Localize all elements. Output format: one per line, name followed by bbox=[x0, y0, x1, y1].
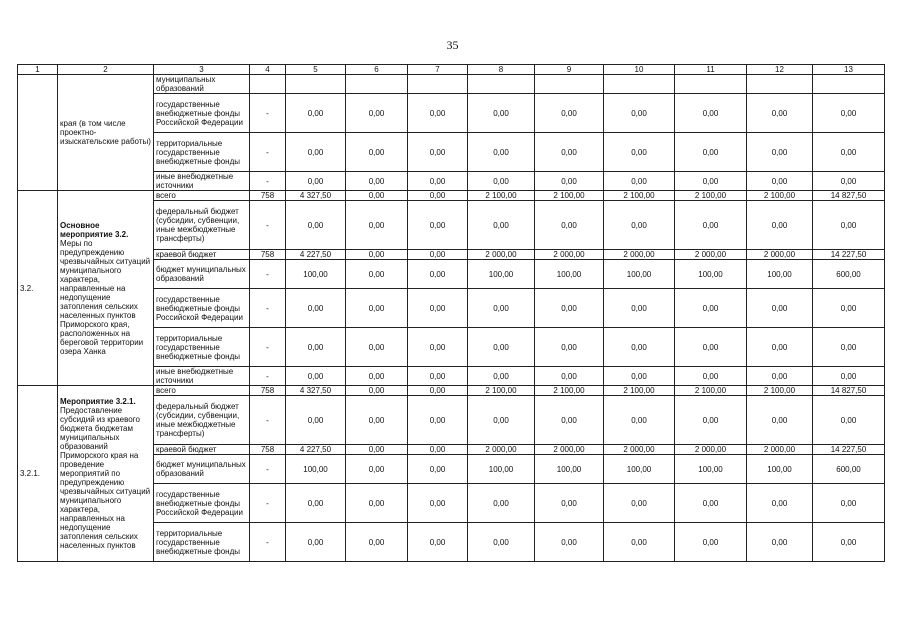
value-cell: 0,00 bbox=[286, 201, 346, 250]
value-cell: 0,00 bbox=[286, 396, 346, 445]
value-cell bbox=[408, 75, 468, 94]
item-number-cell bbox=[18, 75, 58, 191]
value-cell: 0,00 bbox=[813, 523, 885, 562]
value-cell: 758 bbox=[250, 191, 286, 201]
value-cell: 0,00 bbox=[747, 523, 813, 562]
value-cell: - bbox=[250, 133, 286, 172]
item-name-text: края (в том числе проектно-изыскательские работы) bbox=[60, 119, 151, 146]
value-cell: 0,00 bbox=[535, 133, 604, 172]
value-cell: 100,00 bbox=[675, 455, 747, 484]
value-cell: 0,00 bbox=[535, 396, 604, 445]
funding-source-cell: территориальные государственные внебюджетные фонды bbox=[154, 133, 250, 172]
value-cell: 0,00 bbox=[675, 133, 747, 172]
value-cell: - bbox=[250, 172, 286, 191]
value-cell: 0,00 bbox=[675, 523, 747, 562]
value-cell: 758 bbox=[250, 445, 286, 455]
value-cell: 0,00 bbox=[468, 328, 535, 367]
funding-source-cell: муниципальных образований bbox=[154, 75, 250, 94]
funding-source-cell: бюджет муниципальных образований bbox=[154, 260, 250, 289]
value-cell: 100,00 bbox=[604, 260, 675, 289]
value-cell: 14 827,50 bbox=[813, 386, 885, 396]
value-cell: 0,00 bbox=[813, 484, 885, 523]
value-cell: 0,00 bbox=[346, 386, 408, 396]
value-cell: 0,00 bbox=[468, 484, 535, 523]
value-cell: 2 000,00 bbox=[604, 445, 675, 455]
value-cell: 0,00 bbox=[346, 94, 408, 133]
value-cell: 0,00 bbox=[408, 367, 468, 386]
value-cell: 0,00 bbox=[408, 172, 468, 191]
value-cell: 0,00 bbox=[813, 94, 885, 133]
value-cell: 0,00 bbox=[346, 172, 408, 191]
value-cell: 0,00 bbox=[604, 367, 675, 386]
value-cell: 0,00 bbox=[747, 367, 813, 386]
value-cell: 0,00 bbox=[408, 201, 468, 250]
value-cell bbox=[604, 75, 675, 94]
value-cell: 0,00 bbox=[408, 386, 468, 396]
value-cell: 758 bbox=[250, 250, 286, 260]
value-cell: 0,00 bbox=[468, 289, 535, 328]
funding-source-cell: краевой бюджет bbox=[154, 250, 250, 260]
value-cell: 0,00 bbox=[747, 201, 813, 250]
value-cell bbox=[813, 75, 885, 94]
value-cell: 100,00 bbox=[675, 260, 747, 289]
value-cell: 0,00 bbox=[675, 201, 747, 250]
value-cell: 0,00 bbox=[813, 133, 885, 172]
value-cell: 0,00 bbox=[468, 172, 535, 191]
value-cell: 0,00 bbox=[813, 328, 885, 367]
value-cell: 2 100,00 bbox=[675, 191, 747, 201]
value-cell: 2 000,00 bbox=[468, 445, 535, 455]
value-cell: 100,00 bbox=[535, 455, 604, 484]
value-cell: 0,00 bbox=[468, 133, 535, 172]
value-cell: 2 000,00 bbox=[747, 250, 813, 260]
funding-source-cell: всего bbox=[154, 191, 250, 201]
value-cell: 0,00 bbox=[675, 172, 747, 191]
value-cell: 0,00 bbox=[286, 133, 346, 172]
column-header: 6 bbox=[346, 65, 408, 75]
value-cell: 0,00 bbox=[408, 455, 468, 484]
value-cell bbox=[346, 75, 408, 94]
value-cell: 2 100,00 bbox=[747, 191, 813, 201]
value-cell: 0,00 bbox=[747, 328, 813, 367]
table-row bbox=[18, 75, 885, 94]
item-number-cell: 3.2.1. bbox=[18, 386, 58, 562]
value-cell: 0,00 bbox=[675, 367, 747, 386]
value-cell: 100,00 bbox=[747, 260, 813, 289]
value-cell: - bbox=[250, 396, 286, 445]
column-numbers-row bbox=[18, 65, 885, 75]
value-cell: 0,00 bbox=[604, 328, 675, 367]
table-row bbox=[18, 191, 885, 201]
value-cell: 100,00 bbox=[468, 455, 535, 484]
value-cell: 758 bbox=[250, 386, 286, 396]
value-cell: 0,00 bbox=[813, 201, 885, 250]
value-cell: 2 000,00 bbox=[747, 445, 813, 455]
value-cell: 2 100,00 bbox=[675, 386, 747, 396]
value-cell: 0,00 bbox=[286, 328, 346, 367]
funding-source-cell: государственные внебюджетные фонды Российской Федерации bbox=[154, 289, 250, 328]
value-cell: 0,00 bbox=[408, 133, 468, 172]
value-cell: 0,00 bbox=[286, 94, 346, 133]
value-cell: 2 000,00 bbox=[535, 445, 604, 455]
value-cell: 0,00 bbox=[747, 396, 813, 445]
value-cell: 0,00 bbox=[747, 133, 813, 172]
value-cell: 0,00 bbox=[604, 396, 675, 445]
item-number-cell: 3.2. bbox=[18, 191, 58, 386]
value-cell: 0,00 bbox=[408, 250, 468, 260]
value-cell: 2 100,00 bbox=[468, 191, 535, 201]
value-cell: 0,00 bbox=[346, 191, 408, 201]
value-cell bbox=[747, 75, 813, 94]
value-cell: 0,00 bbox=[604, 484, 675, 523]
value-cell: - bbox=[250, 523, 286, 562]
value-cell: 2 100,00 bbox=[604, 386, 675, 396]
column-header: 3 bbox=[154, 65, 250, 75]
funding-source-cell: федеральный бюджет (субсидии, субвенции, иные межбюджетные трансферты) bbox=[154, 201, 250, 250]
funding-source-cell: бюджет муниципальных образований bbox=[154, 455, 250, 484]
column-header: 4 bbox=[250, 65, 286, 75]
value-cell: 0,00 bbox=[468, 523, 535, 562]
item-title: Мероприятие 3.2.1. bbox=[60, 397, 136, 406]
value-cell: 0,00 bbox=[813, 172, 885, 191]
value-cell: 0,00 bbox=[604, 289, 675, 328]
value-cell: 0,00 bbox=[747, 484, 813, 523]
value-cell: 0,00 bbox=[535, 289, 604, 328]
value-cell: - bbox=[250, 455, 286, 484]
value-cell: 0,00 bbox=[747, 289, 813, 328]
value-cell: 0,00 bbox=[604, 523, 675, 562]
value-cell: 0,00 bbox=[408, 523, 468, 562]
column-header: 13 bbox=[813, 65, 885, 75]
value-cell: 0,00 bbox=[346, 455, 408, 484]
value-cell: - bbox=[250, 94, 286, 133]
value-cell: 0,00 bbox=[535, 484, 604, 523]
value-cell: 0,00 bbox=[408, 328, 468, 367]
value-cell: 0,00 bbox=[535, 94, 604, 133]
value-cell: 0,00 bbox=[408, 289, 468, 328]
value-cell: 0,00 bbox=[346, 201, 408, 250]
item-title: Основное мероприятие 3.2. bbox=[60, 220, 129, 239]
value-cell: 0,00 bbox=[346, 289, 408, 328]
value-cell: 2 100,00 bbox=[468, 386, 535, 396]
funding-source-cell: иные внебюджетные источники bbox=[154, 172, 250, 191]
value-cell: 0,00 bbox=[535, 328, 604, 367]
item-name-cell bbox=[58, 386, 154, 562]
value-cell: 0,00 bbox=[675, 289, 747, 328]
value-cell: 0,00 bbox=[675, 484, 747, 523]
value-cell: 0,00 bbox=[346, 445, 408, 455]
value-cell: 14 227,50 bbox=[813, 250, 885, 260]
funding-source-cell: краевой бюджет bbox=[154, 445, 250, 455]
page-number: 35 bbox=[446, 38, 459, 52]
funding-source-cell: государственные внебюджетные фонды Российской Федерации bbox=[154, 94, 250, 133]
value-cell: - bbox=[250, 289, 286, 328]
value-cell: 2 000,00 bbox=[535, 250, 604, 260]
value-cell: 0,00 bbox=[675, 328, 747, 367]
value-cell: 0,00 bbox=[468, 396, 535, 445]
budget-table bbox=[17, 64, 885, 562]
item-description: Меры по предупреждению чрезвычайных ситуаций муниципального характера, направленные на недопущение затопления сельских населенных пунктов Приморского края, расположенных на береговой территории озера Ханка bbox=[60, 238, 151, 356]
value-cell: 0,00 bbox=[408, 396, 468, 445]
column-header: 7 bbox=[408, 65, 468, 75]
item-description: Предоставление субсидий из краевого бюджета бюджетам муниципальных образований Приморского края на проведение мероприятий по предупреждению чрезвычайных ситуаций муниципального характера, направленных на недопущение затопления сельских населенных пунктов bbox=[60, 406, 151, 550]
value-cell: 2 100,00 bbox=[747, 386, 813, 396]
column-header: 1 bbox=[18, 65, 58, 75]
value-cell: 0,00 bbox=[675, 94, 747, 133]
value-cell bbox=[535, 75, 604, 94]
value-cell bbox=[286, 75, 346, 94]
value-cell: 0,00 bbox=[747, 94, 813, 133]
value-cell: 0,00 bbox=[604, 133, 675, 172]
value-cell: 0,00 bbox=[747, 172, 813, 191]
value-cell: 100,00 bbox=[604, 455, 675, 484]
value-cell bbox=[675, 75, 747, 94]
column-header: 8 bbox=[468, 65, 535, 75]
value-cell: - bbox=[250, 260, 286, 289]
value-cell: 100,00 bbox=[468, 260, 535, 289]
value-cell: 2 000,00 bbox=[675, 250, 747, 260]
funding-source-cell: территориальные государственные внебюджетные фонды bbox=[154, 328, 250, 367]
value-cell: 0,00 bbox=[346, 484, 408, 523]
value-cell: 2 000,00 bbox=[675, 445, 747, 455]
value-cell: 0,00 bbox=[813, 289, 885, 328]
value-cell: 14 827,50 bbox=[813, 191, 885, 201]
funding-source-cell: федеральный бюджет (субсидии, субвенции, иные межбюджетные трансферты) bbox=[154, 396, 250, 445]
value-cell: 100,00 bbox=[286, 260, 346, 289]
column-header: 2 bbox=[58, 65, 154, 75]
value-cell: - bbox=[250, 328, 286, 367]
value-cell: 4 227,50 bbox=[286, 445, 346, 455]
value-cell: 0,00 bbox=[286, 367, 346, 386]
value-cell: 100,00 bbox=[286, 455, 346, 484]
value-cell: 0,00 bbox=[468, 94, 535, 133]
value-cell bbox=[468, 75, 535, 94]
column-header: 5 bbox=[286, 65, 346, 75]
funding-source-cell: территориальные государственные внебюджетные фонды bbox=[154, 523, 250, 562]
value-cell: 2 100,00 bbox=[535, 191, 604, 201]
value-cell: 0,00 bbox=[286, 484, 346, 523]
value-cell: 0,00 bbox=[813, 367, 885, 386]
value-cell: 100,00 bbox=[535, 260, 604, 289]
value-cell: 0,00 bbox=[468, 367, 535, 386]
value-cell: 0,00 bbox=[346, 328, 408, 367]
value-cell: 4 327,50 bbox=[286, 191, 346, 201]
value-cell: 100,00 bbox=[747, 455, 813, 484]
value-cell: 0,00 bbox=[604, 201, 675, 250]
value-cell: 0,00 bbox=[286, 523, 346, 562]
value-cell: - bbox=[250, 367, 286, 386]
column-header: 10 bbox=[604, 65, 675, 75]
value-cell: 4 327,50 bbox=[286, 386, 346, 396]
value-cell: - bbox=[250, 201, 286, 250]
value-cell: 0,00 bbox=[408, 191, 468, 201]
value-cell: 600,00 bbox=[813, 455, 885, 484]
value-cell: 2 000,00 bbox=[468, 250, 535, 260]
value-cell: 0,00 bbox=[535, 201, 604, 250]
funding-source-cell: всего bbox=[154, 386, 250, 396]
value-cell: 0,00 bbox=[675, 396, 747, 445]
funding-source-cell: иные внебюджетные источники bbox=[154, 367, 250, 386]
column-header: 11 bbox=[675, 65, 747, 75]
value-cell: 2 000,00 bbox=[604, 250, 675, 260]
table-row bbox=[18, 386, 885, 396]
value-cell: 2 100,00 bbox=[604, 191, 675, 201]
value-cell: - bbox=[250, 484, 286, 523]
funding-source-cell: государственные внебюджетные фонды Российской Федерации bbox=[154, 484, 250, 523]
value-cell: 600,00 bbox=[813, 260, 885, 289]
value-cell: 0,00 bbox=[346, 260, 408, 289]
value-cell: 0,00 bbox=[346, 367, 408, 386]
value-cell: 0,00 bbox=[346, 250, 408, 260]
value-cell: 0,00 bbox=[408, 94, 468, 133]
value-cell: 0,00 bbox=[535, 523, 604, 562]
value-cell: 0,00 bbox=[535, 172, 604, 191]
value-cell: 0,00 bbox=[346, 396, 408, 445]
value-cell: 0,00 bbox=[408, 445, 468, 455]
value-cell: 0,00 bbox=[408, 260, 468, 289]
value-cell: 0,00 bbox=[286, 172, 346, 191]
item-name-cell bbox=[58, 191, 154, 386]
value-cell: 0,00 bbox=[604, 94, 675, 133]
value-cell: 0,00 bbox=[813, 396, 885, 445]
value-cell: 4 227,50 bbox=[286, 250, 346, 260]
value-cell: 0,00 bbox=[408, 484, 468, 523]
column-header: 9 bbox=[535, 65, 604, 75]
value-cell: 0,00 bbox=[346, 133, 408, 172]
value-cell: 0,00 bbox=[604, 172, 675, 191]
value-cell: 0,00 bbox=[346, 523, 408, 562]
item-name-cell bbox=[58, 75, 154, 191]
value-cell: 0,00 bbox=[535, 367, 604, 386]
value-cell: 0,00 bbox=[286, 289, 346, 328]
value-cell bbox=[250, 75, 286, 94]
value-cell: 14 227,50 bbox=[813, 445, 885, 455]
value-cell: 0,00 bbox=[468, 201, 535, 250]
column-header: 12 bbox=[747, 65, 813, 75]
value-cell: 2 100,00 bbox=[535, 386, 604, 396]
